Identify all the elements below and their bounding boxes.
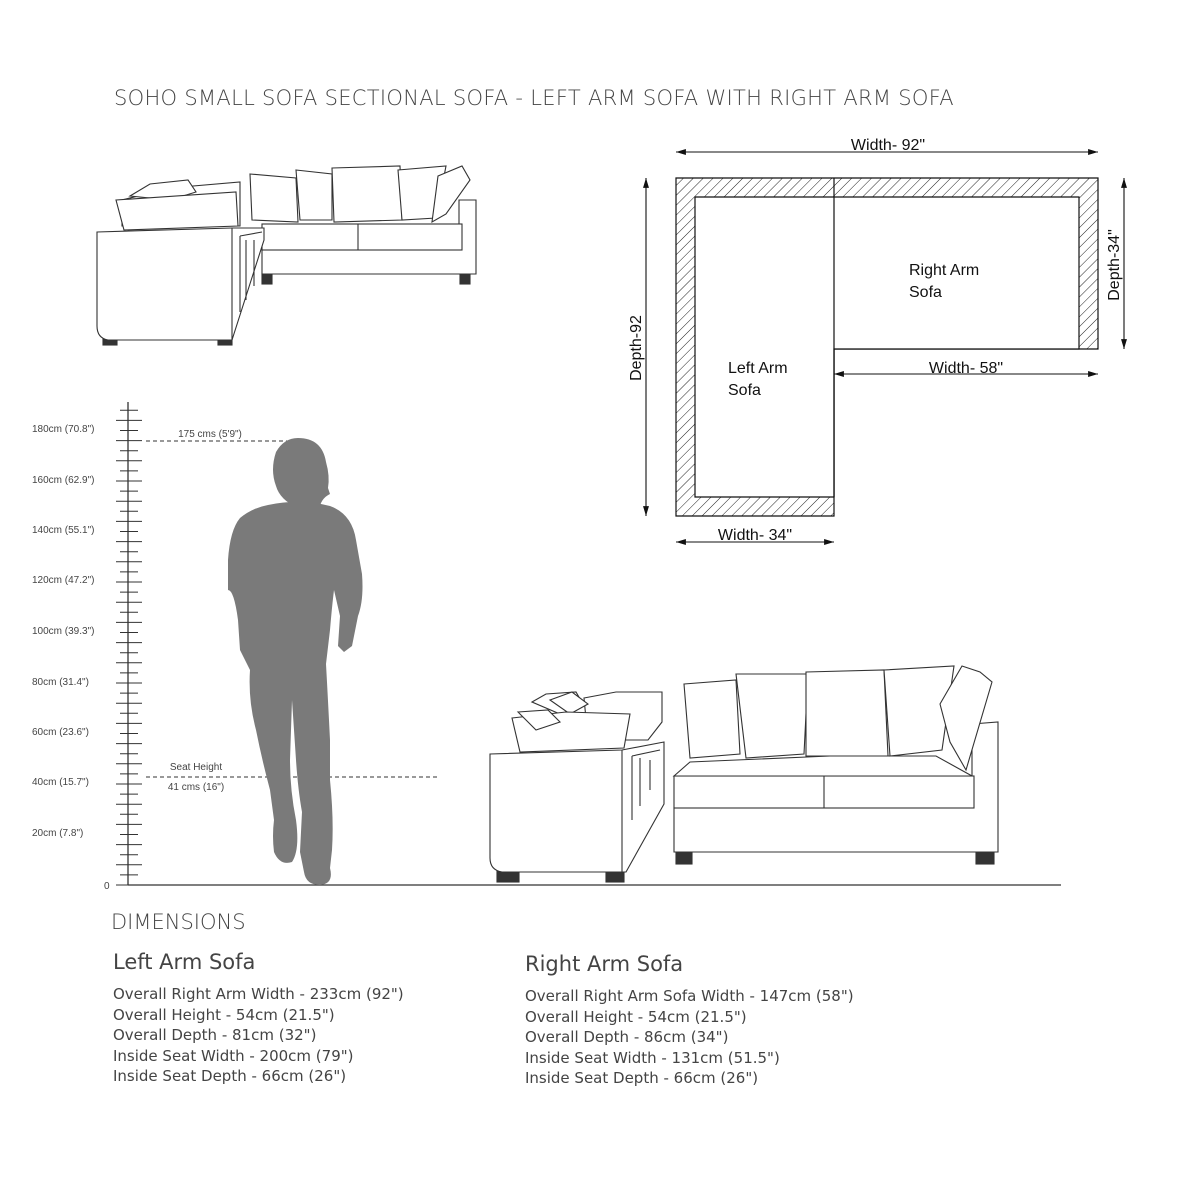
spec-line: Overall Right Arm Sofa Width - 147cm (58") — [525, 987, 854, 1005]
scale-tick-label: 140cm (55.1") — [32, 525, 95, 536]
scale-tick-label: 120cm (47.2") — [32, 575, 95, 586]
sofa-perspective-view — [97, 166, 476, 345]
spec-line: Overall Depth - 86cm (34") — [525, 1028, 729, 1046]
scale-tick-label: 60cm (23.6") — [32, 727, 89, 738]
spec-line: Overall Depth - 81cm (32") — [113, 1026, 317, 1044]
spec-line: Overall Height - 54cm (21.5") — [525, 1007, 747, 1026]
plan-left-sofa-label-line1: Left Arm — [728, 360, 788, 377]
spec-line: Inside Seat Width - 131cm (51.5") — [525, 1048, 780, 1067]
left-sofa-heading: Left Arm Sofa — [113, 950, 256, 974]
left-sofa-specs — [113, 950, 404, 1087]
spec-line: Inside Seat Width - 200cm (79") — [113, 1046, 354, 1065]
scale-tick-label: 20cm (7.8") — [32, 828, 84, 839]
right-sofa-heading: Right Arm Sofa — [525, 952, 684, 976]
seat-height-label: Seat Height — [169, 762, 223, 773]
plan-left-sofa-label-line2: Sofa — [728, 382, 761, 399]
plan-right-sofa-label-line1: Right Arm — [909, 262, 980, 279]
plan-left-depth-label: Depth-92 — [628, 315, 645, 381]
plan-total-width-label: Width- 92" — [850, 137, 926, 154]
plan-right-depth-label: Depth-34" — [1106, 229, 1123, 301]
scale-tick-label: 100cm (39.3") — [32, 626, 95, 637]
spec-line: Overall Height - 54cm (21.5") — [113, 1005, 335, 1024]
scale-tick-label: 40cm (15.7") — [32, 777, 89, 788]
scale-tick-label: 180cm (70.8") — [32, 424, 95, 435]
scale-tick-label: 80cm (31.4") — [32, 677, 89, 688]
spec-line: Inside Seat Depth - 66cm (26") — [525, 1069, 759, 1087]
spec-line: Inside Seat Depth - 66cm (26") — [113, 1067, 347, 1085]
scale-tick-label: 160cm (62.9") — [32, 475, 95, 486]
plan-view — [646, 152, 1124, 542]
plan-left-width-label: Width- 34" — [717, 527, 793, 544]
person-height-label: 175 cms (5'9") — [178, 429, 242, 440]
plan-right-sofa-label-line2: Sofa — [909, 284, 942, 301]
person-silhouette — [228, 438, 363, 885]
sofa-elevation-view — [490, 666, 998, 882]
scale-tick-label: 0 — [104, 881, 110, 892]
seat-height-value: 41 cms (16") — [167, 782, 225, 793]
right-sofa-specs — [525, 952, 854, 1089]
page-title: SOHO SMALL SOFA SECTIONAL SOFA - LEFT ARM SOFA WITH RIGHT ARM SOFA — [114, 86, 954, 110]
plan-right-width-label: Width- 58" — [928, 360, 1004, 377]
spec-line: Overall Right Arm Width - 233cm (92") — [113, 985, 404, 1003]
dimensions-heading: DIMENSIONS — [111, 910, 246, 934]
